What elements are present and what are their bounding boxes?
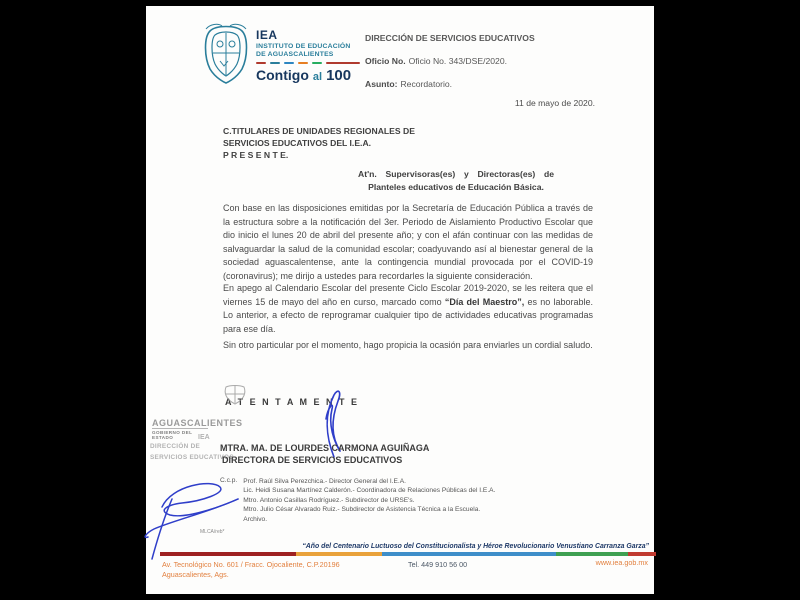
asunto-line: [365, 79, 605, 89]
signer-title: DIRECTORA DE SERVICIOS EDUCATIVOS: [222, 455, 403, 465]
stamp-aguascalientes: AGUASCALIENTES: [152, 418, 243, 428]
paragraph2-text-start: En apego al Calendario Escolar del presente Ciclo Escolar 2019-2020, se les reitera que el viernes 15 de mayo del año en curso, marcado como: [223, 283, 593, 307]
logo-institute-line1: INSTITUTO DE EDUCACIÓN: [256, 43, 351, 50]
stamp-iea: IEA: [198, 434, 210, 441]
reference-initials: MLCA/reb*: [200, 529, 225, 535]
letter-date: 11 de mayo de 2020.: [514, 98, 595, 108]
header-office-block: [365, 33, 605, 102]
slogan-100: 100: [326, 67, 352, 84]
ccp-list: [243, 477, 495, 524]
ccp-item: Mtro. Julio César Alvarado Ruiz.- Subdirector de Asistencia Técnica a la Escuela.: [243, 506, 481, 514]
paragraph2-text-end: es no laborable. Lo anterior, a efecto de reprogramar cualquier tipo de actividades educativas programadas para ese día.: [223, 296, 594, 334]
dia-del-maestro-emphasis: “Día del Maestro”,: [444, 296, 525, 307]
ccp-label: C.c.p.: [220, 477, 238, 484]
commemorative-year-quote: “Año del Centenario Luctuoso del Constitucionalista y Héroe Revolucionario Venustiano Carranza Garza”: [302, 543, 649, 550]
stamp-gobierno-del-estado: GOBIERNO DEL ESTADO: [152, 428, 208, 440]
ccp-block: [220, 477, 495, 524]
logo-institute-line2: DE AGUASCALIENTES: [256, 51, 334, 58]
address-line2: Aguascalientes, Ags.: [162, 569, 229, 579]
footer-phone: Tel. 449 910 56 00: [408, 560, 468, 569]
ccp-item: Archivo.: [243, 515, 268, 523]
addressee-presente: P R E S E N T E.: [223, 150, 289, 160]
stamp-servicios-educativos: SERVICIOS EDUCATIVOS: [150, 454, 234, 461]
signer-name: MTRA. MA. DE LOURDES CARMONA AGUIÑAGA: [220, 443, 430, 453]
ccp-item: Lic. Heidi Susana Martínez Calderón.- Coordinadora de Relaciones Públicas del I.E.A.: [243, 487, 496, 495]
salutation-atentamente: A T E N T A M E N T E: [225, 397, 359, 407]
footer-website: www.iea.gob.mx: [595, 558, 648, 567]
slogan-contigo: Contigo: [256, 67, 309, 83]
attention-line1: At'n. Supervisoras(es) y Directoras(es) de: [358, 169, 554, 179]
body-paragraph-2: [223, 282, 593, 336]
addressee-line1: C.TITULARES DE UNIDADES REGIONALES DE: [223, 126, 415, 136]
asunto-label: Asunto:: [365, 79, 398, 89]
document-page: [146, 6, 654, 594]
addressee-line2: SERVICIOS EDUCATIVOS DEL I.E.A.: [223, 138, 372, 148]
oficio-label: Oficio No.: [365, 56, 406, 66]
ccp-item: Mtro. Antonio Casillas Rodríguez.- Subdirector de URSE's.: [243, 496, 415, 504]
iea-crest-logo-icon: [202, 23, 250, 85]
addressee-block: [223, 125, 415, 161]
attention-block: [358, 168, 554, 194]
oficio-line: [365, 56, 605, 66]
attention-line2: Planteles educativos de Educación Básica.: [368, 182, 544, 192]
footer-color-stripe: [160, 552, 656, 556]
body-paragraph-1: Con base en las disposiciones emitidas por la Secretaría de Educación Pública a través de la estructura sobre a la notificación del 3er. Periodo de Aislamiento Productivo Escolar que dio inicio el lunes 20 de abril del presente año; y con el afán continuar con las medidas de salvaguardar la salud de la comunidad escolar; coadyuvando así al bienestar general de la sociedad aguascalentense, ante la contingencia mundial provocada por el COVID-19 (coronavirus); me dirijo a ustedes para recordarles la siguiente consideración.: [223, 203, 593, 281]
department-title: DIRECCIÓN DE SERVICIOS EDUCATIVOS: [365, 33, 535, 43]
slogan-al: al: [312, 71, 323, 83]
stamp-direccion: DIRECCIÓN DE: [150, 443, 201, 450]
state-stamp-crest-icon: [222, 384, 248, 406]
ccp-item: Prof. Raúl Silva Perezchica.- Director General del I.E.A.: [243, 478, 406, 485]
oficio-number: Oficio No. 343/DSE/2020.: [408, 56, 507, 66]
asunto-value: Recordatorio.: [400, 79, 453, 89]
footer-address: [162, 560, 340, 579]
body-paragraph-3: Sin otro particular por el momento, hago propicia la ocasión para enviarles un cordial saludo.: [223, 340, 593, 350]
logo-acronym: IEA: [256, 28, 278, 42]
address-line1: Av. Tecnológico No. 601 / Fracc. Ojocaliente, C.P.20196: [162, 560, 340, 569]
